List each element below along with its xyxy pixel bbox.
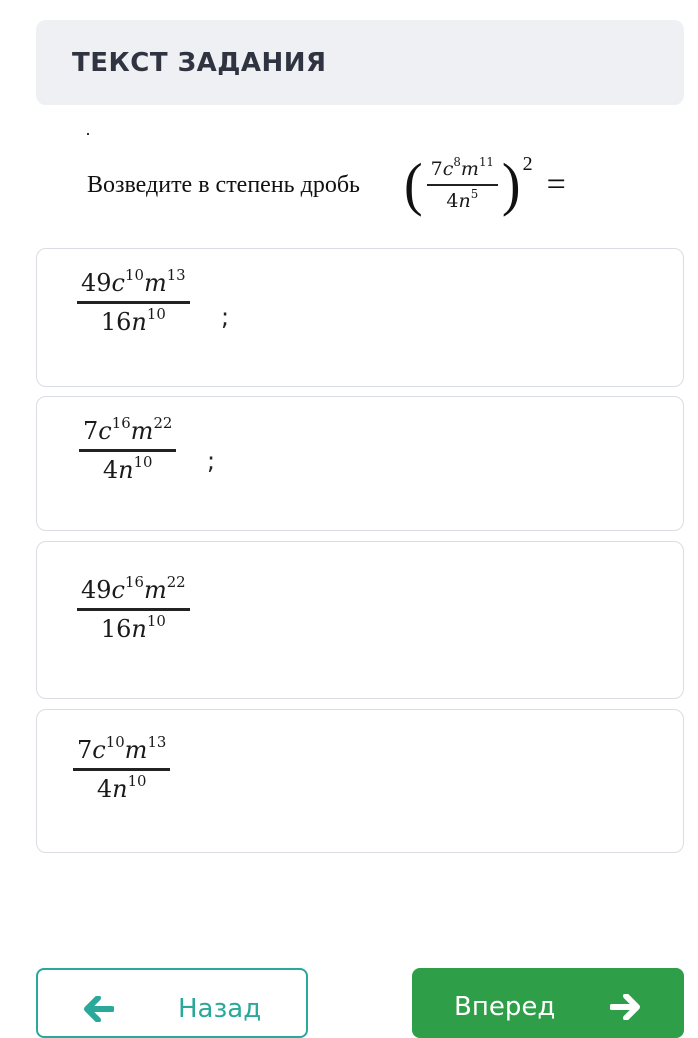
option-4-numerator: $7c^{10}m^{13}$ — [77, 732, 167, 764]
option-4-fraction — [73, 732, 170, 803]
question — [87, 140, 647, 230]
back-button[interactable] — [36, 968, 308, 1038]
left-paren: ( — [404, 152, 423, 218]
option-3-denominator: $16n^{10}$ — [100, 611, 166, 643]
answer-option-1[interactable] — [36, 248, 684, 387]
option-3-fraction — [77, 572, 190, 643]
back-button-label: Назад — [178, 994, 262, 1024]
option-2-separator: ; — [207, 447, 216, 475]
option-1-separator: ; — [221, 303, 230, 331]
arrow-left-icon — [84, 996, 114, 1029]
option-1-denominator: $16n^{10}$ — [100, 304, 166, 336]
task-header-title: ТЕКСТ ЗАДАНИЯ — [72, 47, 327, 78]
equals-sign: = — [546, 166, 566, 203]
task-header — [36, 20, 684, 105]
question-expression — [404, 152, 566, 218]
answer-option-4[interactable] — [36, 709, 684, 853]
arrow-right-icon — [610, 994, 640, 1027]
next-button[interactable] — [412, 968, 684, 1038]
right-paren: ) — [501, 152, 521, 218]
option-4-denominator: $4n^{10}$ — [96, 771, 147, 803]
option-2-denominator: $4n^{10}$ — [102, 452, 153, 484]
next-button-label: Вперед — [454, 992, 556, 1022]
stray-dot — [87, 133, 89, 135]
question-numerator: $7c^8m^{11}$ — [430, 155, 494, 181]
question-fraction — [427, 155, 498, 212]
question-power: 2 — [522, 153, 533, 175]
question-denominator: $4n^5$ — [446, 186, 479, 212]
option-1-numerator: $49c^{10}m^{13}$ — [81, 265, 186, 297]
question-text: Возведите в степень дробь — [87, 171, 360, 198]
option-2-fraction — [79, 413, 176, 484]
option-2-numerator: $7c^{16}m^{22}$ — [83, 413, 173, 445]
answer-option-2[interactable] — [36, 396, 684, 531]
answer-option-3[interactable] — [36, 541, 684, 699]
option-3-numerator: $49c^{16}m^{22}$ — [81, 572, 186, 604]
option-1-fraction — [77, 265, 190, 336]
